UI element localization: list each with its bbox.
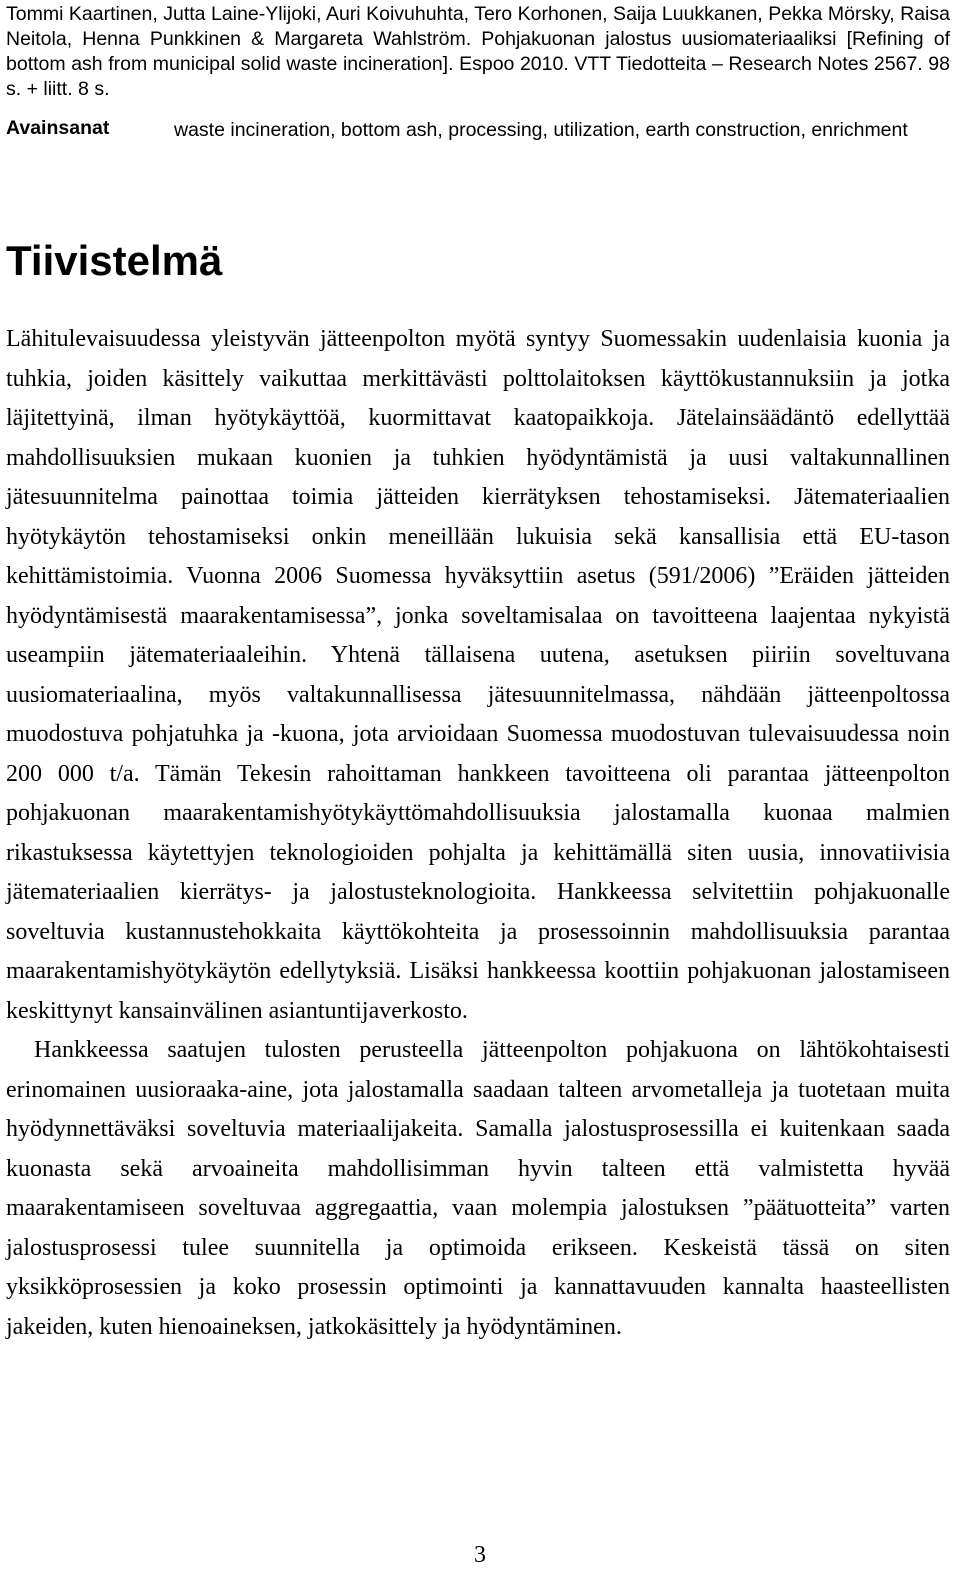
keywords-value: waste incineration, bottom ash, processing, utilization, earth construction, enrichment [174, 119, 908, 141]
abstract-heading: Tiivistelmä [6, 237, 223, 284]
abstract-paragraph-1: Lähitulevaisuudessa yleistyvän jätteenpolton myötä syntyy Suomessakin uudenlaisia kuonia ja tuhkia, joiden käsittely vaikuttaa merkittävästi polttolaitoksen käyttökustannuksiin ja jotka läjitettyinä, ilman hyötykäyttöä, kuormittavat kaatopaikkoja. Jätelainsäädäntö edellyttää mahdollisuuksien mukaan kuonien ja tuhkien hyödyntämistä ja uusi valtakunnallinen jätesuunnitelma painottaa toimia jätteiden kierrätyksen tehostamiseksi. Jätemateriaalien hyötykäytön tehostamiseksi onkin meneillään lukuisia sekä kansallisia että EU-tason kehittämistoimia. Vuonna 2006 Suomessa hyväksyttiin asetus (591/2006) ”Eräiden jätteiden hyödyntämisestä maarakentamisessa”, jonka soveltamisalaa on tavoitteena laajentaa nykyistä useampiin jätemateriaaleihin. Yhtenä tällaisena uutena, asetuksen piiriin soveltuvana uusiomateriaalina, myös valtakunnallisessa jätesuunnitelmassa, nähdään jätteenpoltossa muodostuva pohjatuhka ja -kuona, jota arvioidaan Suomessa muodostuvan tulevaisuudessa noin 200 000 t/a. Tämän Tekesin rahoittaman hankkeen tavoitteena oli parantaa jätteenpolton pohjakuonan maarakentamishyötykäyttömahdollisuuksia jalostamalla kuonaa malmien rikastuksessa käytettyjen teknologioiden pohjalta ja kehittämällä siten uusia, innovatiivisia jätemateriaalien kierrätys- ja jalostusteknologioita. Hankkeessa selvitettiin pohjakuonalle soveltuvia kustannustehokkaita käyttökohteita ja prosessoinnin mahdollisuuksia parantaa maarakentamishyötykäytön edellytyksiä. Lisäksi hankkeessa koottiin pohjakuonan jalostamiseen keskittynyt kansainvälinen asiantuntijaverkosto. [6, 326, 950, 1024]
bibliographic-citation: Tommi Kaartinen, Jutta Laine-Ylijoki, Auri Koivuhuhta, Tero Korhonen, Saija Luukkanen, Pekka Mörsky, Raisa Neitola, Henna Punkkinen & Margareta Wahlström. Pohjakuonan jalostus uusiomateriaaliksi [Refining of bottom ash from municipal solid waste incineration]. Espoo 2010. VTT Tiedotteita – Research Notes 2567. 98 s. + liitt. 8 s. [6, 3, 950, 100]
abstract-paragraph-2: Hankkeessa saatujen tulosten perusteella jätteenpolton pohjakuona on lähtökohtaisesti erinomainen uusioraaka-aine, jota jalostamalla saadaan talteen arvometalleja ja tuotetaan muita hyödynnettäväksi soveltuvia materiaalijakeita. Samalla jalostusprosessilla ei kuitenkaan saada kuonasta sekä arvoaineita mahdollisimman hyvin talteen että valmistetta hyvää maarakentamiseen soveltuvaa aggregaattia, vaan molempia jalostuksen ”päätuotteita” varten jalostusprosessi tulee suunnitella ja optimoida erikseen. Keskeistä tässä on siten yksikköprosessien ja koko prosessin optimointi ja kannattavuuden kannalta haasteellisten jakeiden, kuten hienoaineksen, jatkokäsittely ja hyödyntäminen. [6, 1037, 950, 1340]
abstract-body [6, 320, 950, 1347]
keywords-label: Avainsanat [6, 117, 110, 139]
page-number: 3 [474, 1542, 486, 1568]
